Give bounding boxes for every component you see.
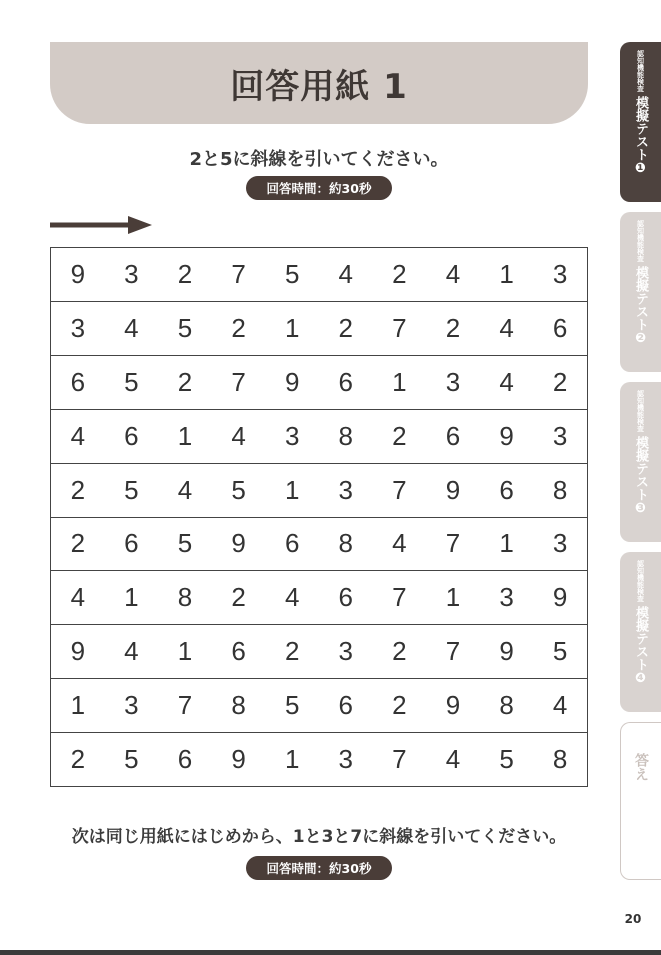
side-tab-sub-label: 認知機能検査 bbox=[636, 390, 645, 432]
grid-cell[interactable]: 9 bbox=[445, 474, 461, 505]
grid-cell[interactable]: 3 bbox=[338, 474, 353, 505]
grid-cell[interactable]: 5 bbox=[231, 474, 246, 505]
grid-row bbox=[51, 571, 587, 625]
grid-cell[interactable]: 7 bbox=[392, 312, 407, 343]
grid-row bbox=[51, 518, 587, 572]
grid-cell[interactable]: 5 bbox=[177, 528, 193, 559]
grid-cell[interactable]: 2 bbox=[70, 474, 86, 505]
grid-cell[interactable]: 1 bbox=[70, 690, 86, 721]
grid-cell[interactable]: 1 bbox=[392, 366, 407, 397]
grid-cell[interactable]: 4 bbox=[445, 258, 461, 289]
grid-cell[interactable]: 8 bbox=[552, 474, 568, 505]
grid-cell[interactable]: 4 bbox=[70, 582, 86, 613]
side-tab-label: 模擬テスト❹ bbox=[633, 606, 648, 686]
grid-cell[interactable]: 5 bbox=[552, 636, 568, 667]
grid-cell[interactable]: 4 bbox=[124, 312, 139, 343]
grid-cell[interactable]: 1 bbox=[284, 312, 300, 343]
grid-cell[interactable]: 8 bbox=[231, 690, 246, 721]
time-label-top: 回答時間：約30秒 bbox=[246, 176, 392, 200]
side-tab-test-3[interactable] bbox=[620, 382, 661, 542]
grid-cell[interactable]: 3 bbox=[124, 690, 139, 721]
grid-row bbox=[51, 733, 587, 786]
side-tab-sub-label: 認知機能検査 bbox=[636, 50, 645, 92]
grid-cell[interactable]: 6 bbox=[231, 636, 246, 667]
grid-cell[interactable]: 2 bbox=[284, 636, 300, 667]
grid-cell[interactable]: 4 bbox=[231, 420, 246, 451]
grid-cell[interactable]: 1 bbox=[445, 582, 461, 613]
grid-cell[interactable]: 4 bbox=[445, 744, 461, 775]
bottom-divider bbox=[0, 950, 661, 955]
grid-cell[interactable]: 1 bbox=[499, 528, 514, 559]
grid-cell[interactable]: 5 bbox=[284, 690, 300, 721]
grid-cell[interactable]: 7 bbox=[231, 366, 246, 397]
grid-cell[interactable]: 7 bbox=[231, 258, 246, 289]
side-tab-sub-label: 認知機能検査 bbox=[636, 560, 645, 602]
grid-cell[interactable]: 1 bbox=[499, 258, 514, 289]
grid-cell[interactable]: 9 bbox=[70, 258, 86, 289]
grid-cell[interactable]: 4 bbox=[499, 312, 514, 343]
grid-row bbox=[51, 679, 587, 733]
grid-cell[interactable]: 1 bbox=[124, 582, 139, 613]
grid-cell[interactable]: 8 bbox=[552, 744, 568, 775]
grid-cell[interactable]: 7 bbox=[445, 528, 461, 559]
grid-cell[interactable]: 3 bbox=[338, 636, 353, 667]
grid-cell[interactable]: 5 bbox=[124, 474, 139, 505]
grid-cell[interactable]: 2 bbox=[392, 690, 407, 721]
grid-cell[interactable]: 9 bbox=[499, 420, 514, 451]
grid-cell[interactable]: 4 bbox=[552, 690, 568, 721]
grid-cell[interactable]: 3 bbox=[552, 258, 568, 289]
grid-cell[interactable]: 3 bbox=[284, 420, 300, 451]
side-tab-test-2[interactable] bbox=[620, 212, 661, 372]
grid-cell[interactable]: 6 bbox=[124, 528, 139, 559]
grid-cell[interactable]: 9 bbox=[499, 636, 514, 667]
grid-cell[interactable]: 9 bbox=[231, 744, 246, 775]
instruction-top: 2と5に斜線を引いてください。 bbox=[189, 149, 449, 170]
grid-cell[interactable]: 6 bbox=[177, 744, 193, 775]
grid-cell[interactable]: 9 bbox=[284, 366, 300, 397]
grid-cell[interactable]: 5 bbox=[499, 744, 514, 775]
grid-cell[interactable]: 9 bbox=[445, 690, 461, 721]
grid-cell[interactable]: 6 bbox=[284, 528, 300, 559]
grid-cell[interactable]: 8 bbox=[177, 582, 193, 613]
time-label-bottom: 回答時間：約30秒 bbox=[246, 856, 392, 880]
grid-cell[interactable]: 3 bbox=[124, 258, 139, 289]
grid-cell[interactable]: 8 bbox=[338, 528, 353, 559]
title-banner bbox=[50, 42, 588, 124]
grid-cell[interactable]: 1 bbox=[284, 474, 300, 505]
grid-cell[interactable]: 1 bbox=[284, 744, 300, 775]
grid-cell[interactable]: 3 bbox=[445, 366, 461, 397]
grid-cell[interactable]: 6 bbox=[338, 366, 353, 397]
grid-cell[interactable]: 9 bbox=[231, 528, 246, 559]
grid-cell[interactable]: 8 bbox=[338, 420, 353, 451]
grid-cell[interactable]: 2 bbox=[70, 528, 86, 559]
side-tab-answer[interactable] bbox=[620, 722, 661, 880]
grid-cell[interactable]: 2 bbox=[70, 744, 86, 775]
page-title: 回答用紙 1 bbox=[230, 66, 408, 107]
number-grid bbox=[50, 247, 588, 787]
grid-cell[interactable]: 2 bbox=[445, 312, 461, 343]
grid-cell[interactable]: 2 bbox=[392, 636, 407, 667]
grid-cell[interactable]: 2 bbox=[231, 582, 246, 613]
grid-cell[interactable]: 8 bbox=[499, 690, 514, 721]
side-tab-test-4[interactable] bbox=[620, 552, 661, 712]
grid-cell[interactable]: 2 bbox=[392, 258, 407, 289]
side-tab-sub-label: 認知機能検査 bbox=[636, 220, 645, 262]
grid-cell[interactable]: 7 bbox=[392, 582, 407, 613]
grid-cell[interactable]: 3 bbox=[552, 420, 568, 451]
grid-cell[interactable]: 3 bbox=[552, 528, 568, 559]
side-tab-answer-label: 答え bbox=[633, 753, 649, 781]
page-number: 20 bbox=[624, 912, 642, 926]
grid-cell[interactable]: 4 bbox=[338, 258, 353, 289]
grid-cell[interactable]: 7 bbox=[392, 744, 407, 775]
grid-cell[interactable]: 5 bbox=[284, 258, 300, 289]
grid-cell[interactable]: 2 bbox=[231, 312, 246, 343]
instruction-bottom: 次は同じ用紙にはじめから、1と3と7に斜線を引いてください。 bbox=[71, 827, 567, 847]
grid-cell[interactable]: 7 bbox=[177, 690, 193, 721]
grid-cell[interactable]: 4 bbox=[177, 474, 193, 505]
grid-cell[interactable]: 1 bbox=[177, 636, 193, 667]
grid-cell[interactable]: 7 bbox=[445, 636, 461, 667]
grid-row bbox=[51, 464, 587, 518]
grid-cell[interactable]: 2 bbox=[552, 366, 568, 397]
grid-row bbox=[51, 248, 587, 302]
grid-cell[interactable]: 4 bbox=[124, 636, 139, 667]
grid-cell[interactable]: 6 bbox=[499, 474, 514, 505]
side-tab-label: 模擬テスト❸ bbox=[633, 436, 648, 516]
grid-cell[interactable]: 4 bbox=[284, 582, 300, 613]
side-tab-label: 模擬テスト❷ bbox=[633, 266, 648, 346]
grid-cell[interactable]: 6 bbox=[338, 582, 353, 613]
grid-cell[interactable]: 6 bbox=[552, 312, 568, 343]
grid-cell[interactable]: 4 bbox=[392, 528, 407, 559]
grid-cell[interactable]: 7 bbox=[392, 474, 407, 505]
grid-cell[interactable]: 5 bbox=[177, 312, 193, 343]
grid-cell[interactable]: 3 bbox=[499, 582, 514, 613]
grid-cell[interactable]: 2 bbox=[177, 258, 193, 289]
grid-cell[interactable]: 9 bbox=[70, 636, 86, 667]
grid-cell[interactable]: 9 bbox=[552, 582, 568, 613]
grid-row bbox=[51, 356, 587, 410]
grid-row bbox=[51, 625, 587, 679]
grid-cell[interactable]: 4 bbox=[70, 420, 86, 451]
grid-cell[interactable]: 3 bbox=[338, 744, 353, 775]
grid-cell[interactable]: 2 bbox=[338, 312, 353, 343]
side-tab-test-1[interactable] bbox=[620, 42, 661, 202]
grid-cell[interactable]: 3 bbox=[70, 312, 86, 343]
grid-row bbox=[51, 410, 587, 464]
side-tab-label: 模擬テスト❶ bbox=[633, 96, 648, 176]
grid-cell[interactable]: 5 bbox=[124, 366, 139, 397]
grid-cell[interactable]: 6 bbox=[445, 420, 461, 451]
grid-row bbox=[51, 302, 587, 356]
grid-cell[interactable]: 5 bbox=[124, 744, 139, 775]
grid-cell[interactable]: 6 bbox=[70, 366, 86, 397]
arrow-right-icon bbox=[50, 215, 152, 235]
grid-cell[interactable]: 2 bbox=[177, 366, 193, 397]
grid-cell[interactable]: 6 bbox=[338, 690, 353, 721]
grid-cell[interactable]: 4 bbox=[499, 366, 514, 397]
grid-cell[interactable]: 6 bbox=[124, 420, 139, 451]
grid-cell[interactable]: 2 bbox=[392, 420, 407, 451]
grid-cell[interactable]: 1 bbox=[177, 420, 193, 451]
